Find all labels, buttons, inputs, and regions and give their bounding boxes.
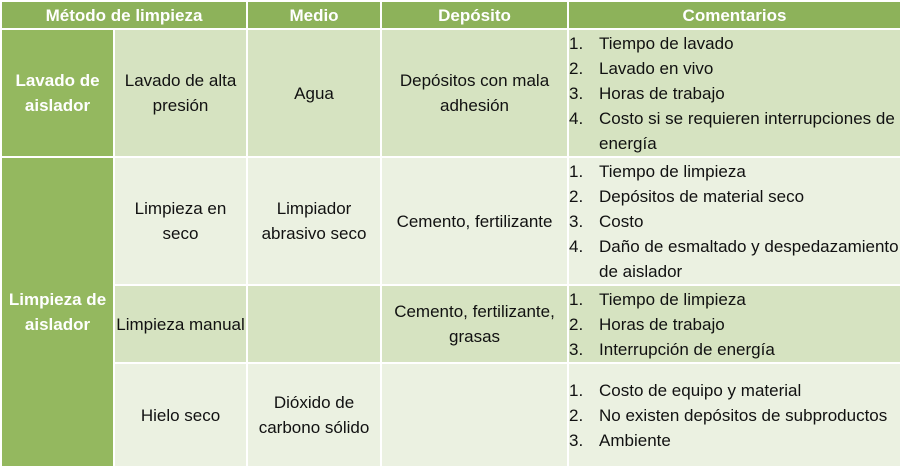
comments-list (569, 378, 900, 453)
comment-text: No existen depósitos de subproductos (599, 405, 888, 425)
comment-item (569, 337, 900, 362)
comments-cell (568, 29, 900, 157)
medium-cell: Limpiador abrasivo seco (247, 157, 381, 285)
table-row (1, 285, 900, 363)
deposit-cell: Depósitos con mala adhesión (381, 29, 568, 157)
comment-text: Costo si se requieren interrupciones de energía (599, 108, 895, 153)
comment-text: Interrupción de energía (599, 339, 775, 359)
comment-item (569, 209, 900, 234)
method-cell: Limpieza manual (114, 285, 247, 363)
comment-text: Tiempo de limpieza (599, 289, 746, 309)
medium-cell (247, 285, 381, 363)
table-row (1, 29, 900, 157)
comment-item (569, 159, 900, 184)
header-medium: Medio (247, 1, 381, 29)
comment-text: Horas de trabajo (599, 83, 725, 103)
medium-cell: Dióxido de carbono sólido (247, 363, 381, 467)
table-row (1, 157, 900, 285)
method-cell: Hielo seco (114, 363, 247, 467)
comments-list (569, 159, 900, 284)
comment-number: 2. (569, 405, 584, 425)
comment-item (569, 31, 900, 56)
group-label-lavado: Lavado de aislador (1, 29, 114, 157)
comment-text: Daño de esmaltado y despedazamiento de aislador (599, 236, 899, 281)
comment-item (569, 428, 900, 453)
comment-number: 1. (569, 380, 584, 400)
comment-number: 4. (569, 236, 584, 256)
comment-text: Tiempo de lavado (599, 33, 734, 53)
comment-text: Tiempo de limpieza (599, 161, 746, 181)
comment-item (569, 287, 900, 312)
method-cell: Lavado de alta presión (114, 29, 247, 157)
header-row (1, 1, 900, 29)
deposit-cell (381, 363, 568, 467)
comments-list (569, 287, 900, 362)
group-label-limpieza: Limpieza de aislador (1, 157, 114, 467)
comment-number: 3. (569, 430, 584, 450)
header-method: Método de limpieza (1, 1, 247, 29)
header-deposit: Depósito (381, 1, 568, 29)
comments-cell (568, 363, 900, 467)
comment-text: Costo de equipo y material (599, 380, 802, 400)
comment-item (569, 106, 900, 156)
comment-item (569, 81, 900, 106)
comment-item (569, 184, 900, 209)
comment-item (569, 378, 900, 403)
comment-number: 2. (569, 314, 584, 334)
comment-item (569, 56, 900, 81)
comment-number: 1. (569, 289, 584, 309)
comment-text: Ambiente (599, 430, 671, 450)
comment-number: 3. (569, 339, 584, 359)
comment-number: 1. (569, 33, 584, 53)
comment-text: Depósitos de material seco (599, 186, 805, 206)
comment-text: Lavado en vivo (599, 58, 714, 78)
header-comments: Comentarios (568, 1, 900, 29)
table-row (1, 363, 900, 467)
comment-number: 3. (569, 83, 584, 103)
comment-number: 2. (569, 58, 584, 78)
comment-text: Horas de trabajo (599, 314, 725, 334)
comment-text: Costo (599, 211, 644, 231)
comment-item (569, 234, 900, 284)
deposit-cell: Cemento, fertilizante, grasas (381, 285, 568, 363)
medium-cell: Agua (247, 29, 381, 157)
comment-item (569, 312, 900, 337)
comments-cell (568, 157, 900, 285)
comment-number: 1. (569, 161, 584, 181)
comment-number: 2. (569, 186, 584, 206)
comment-number: 3. (569, 211, 584, 231)
comments-list (569, 31, 900, 156)
comment-number: 4. (569, 108, 584, 128)
comments-cell (568, 285, 900, 363)
method-cell: Limpieza en seco (114, 157, 247, 285)
comment-item (569, 403, 900, 428)
deposit-cell: Cemento, fertilizante (381, 157, 568, 285)
